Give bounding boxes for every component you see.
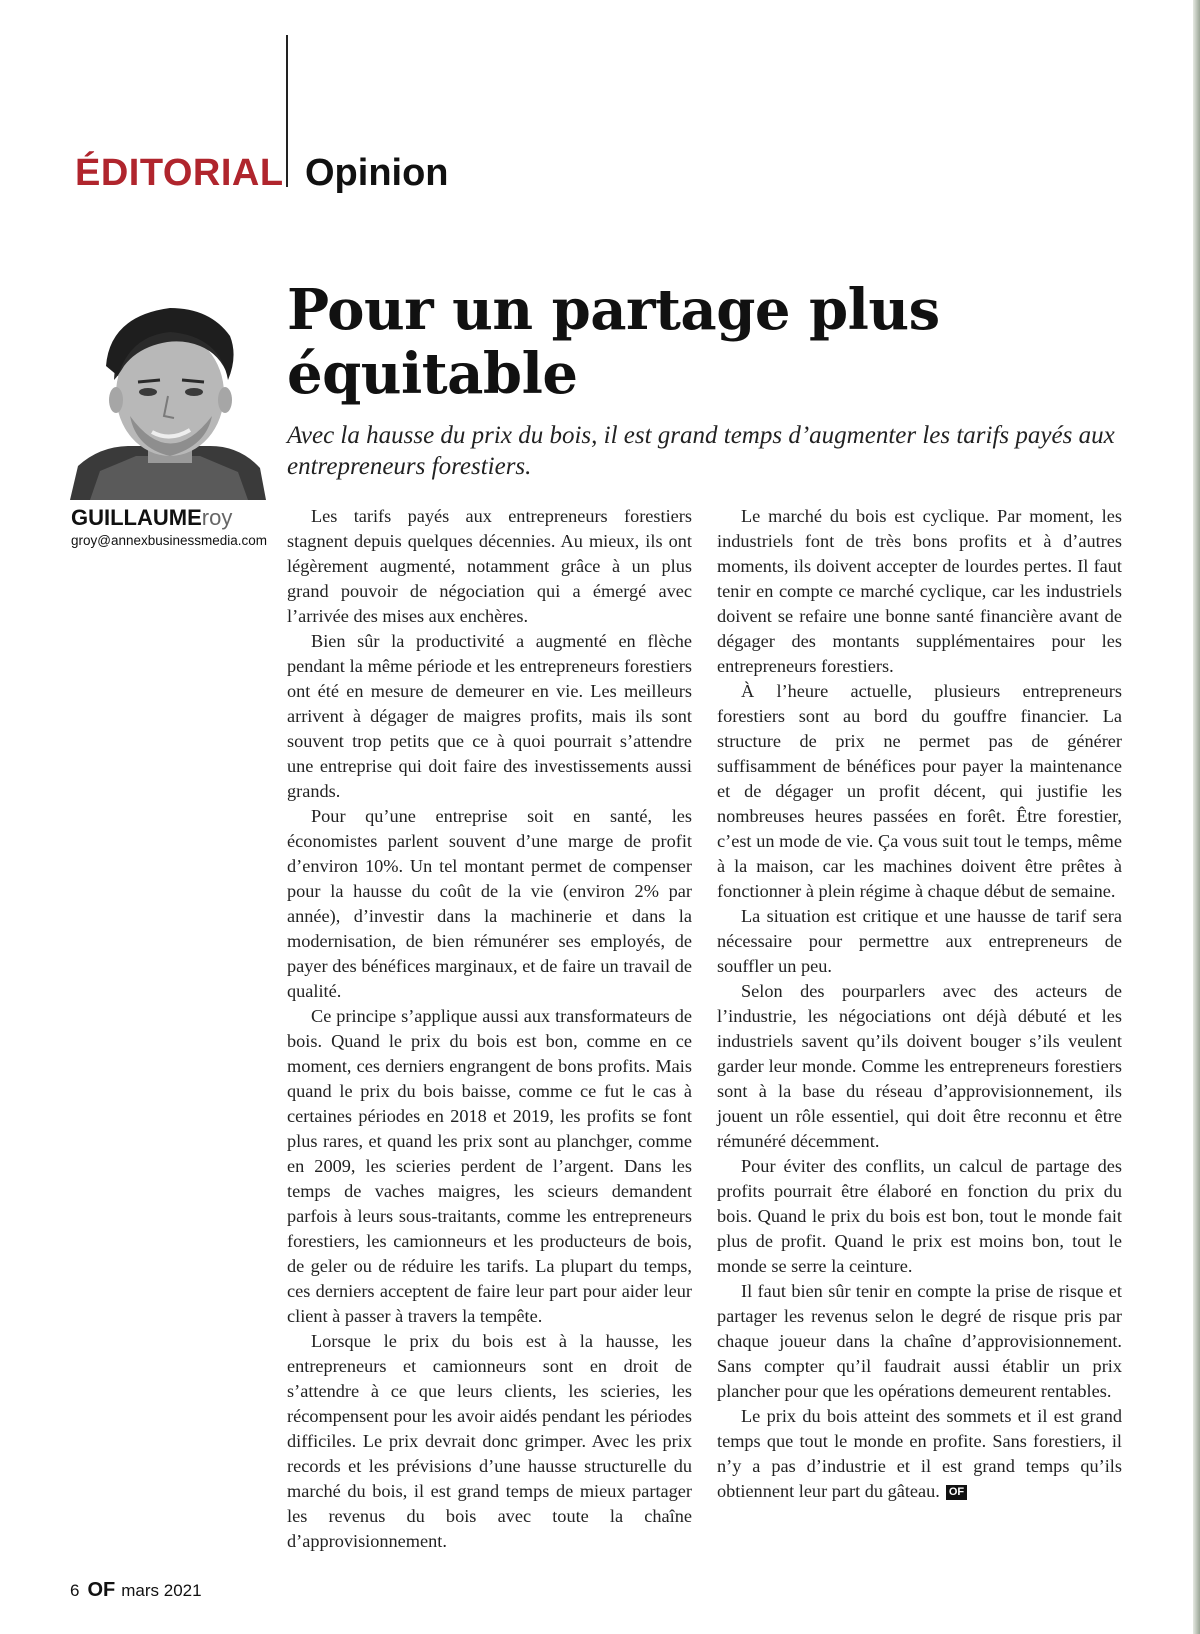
- section-label: ÉDITORIAL: [75, 152, 284, 194]
- paragraph: Pour éviter des conflits, un calcul de partage des profits pourrait être élaboré en fonction du prix du bois. Quand le prix du bois est bon, tout le monde fait plus de profit. Quand le prix est moins bon, tout le monde se serre la ceinture.: [717, 1156, 1122, 1276]
- paragraph: Les tarifs payés aux entrepreneurs forestiers stagnent depuis quelques décennies. Au mieux, ils ont légèrement augmenté, notamment grâce à un plus grand pouvoir de négociation qui a émergé avec l’arrivée des mises aux enchères.: [287, 506, 692, 626]
- author-portrait: [70, 296, 266, 500]
- issue-date: mars 2021: [121, 1581, 202, 1600]
- author-first-name: GUILLAUME: [71, 505, 202, 530]
- paragraph: Il faut bien sûr tenir en compte la prise de risque et partager les revenus selon le degré de risque pris par chaque joueur dans la chaîne d’approvisionnement. Sans compter qu’il faudrait aussi établir un prix plancher pour que les opérations demeurent rentables.: [717, 1281, 1122, 1401]
- article-deck: Avec la hausse du prix du bois, il est grand temps d’augmenter les tarifs payés aux entrepreneurs forestiers.: [287, 422, 1115, 480]
- author-email[interactable]: groy@annexbusinessmedia.com: [71, 533, 268, 548]
- article-column-1: [287, 504, 692, 1554]
- article-column-2: [717, 504, 1122, 1504]
- article-title: Pour un partage plus équitable: [287, 277, 940, 407]
- last-paragraph: [717, 1404, 1122, 1504]
- paragraph: Selon des pourparlers avec des acteurs de l’industrie, les négociations ont déjà débuté et les industriels savent qu’ils doivent bouger s’ils veulent garder leur monde. Comme les entrepreneurs forestiers sont à la base du réseau d’approvisionnement, ils jouent un rôle essentiel, qui doit être reconnu et être rémunéré décemment.: [717, 981, 1122, 1151]
- page-edge-strip: [1193, 0, 1200, 1634]
- paragraph: Lorsque le prix du bois est à la hausse, les entrepreneurs et camionneurs sont en droit de s’attendre à ce que leurs clients, les scieries, les récompensent pour les avoir aidés pendant les périodes difficiles. Le prix devrait donc grimper. Avec les prix records et les prévisions d’une hausse structurelle du marché du bois, il est grand temps de mieux partager les revenus du bois avec toute la chaîne d’approvisionnement.: [287, 1331, 692, 1551]
- page-number: 6: [70, 1581, 80, 1600]
- page-footer: [70, 1578, 202, 1603]
- author-byline: [71, 505, 232, 531]
- subsection-label: Opinion: [305, 152, 449, 194]
- paragraph: Bien sûr la productivité a augmenté en flèche pendant la même période et les entrepreneurs forestiers ont été en mesure de demeurer en vie. Les meilleurs arrivent à dégager de maigres profits, mais ils sont souvent trop petits que ce à quoi pourrait s’attendre une entreprise qui doit faire des investissements aussi grands.: [287, 631, 692, 801]
- author-last-name: roy: [201, 505, 233, 530]
- paragraph: Pour qu’une entreprise soit en santé, les économistes parlent souvent d’une marge de profit d’environ 10%. Un tel montant permet de compenser pour la hausse du coût de la vie (environ 2% par année), d’investir dans la machinerie et dans la modernisation, de bien rémunérer ses employés, de payer des bénéfices marginaux, et de faire un travail de qualité.: [287, 806, 692, 1001]
- end-mark-icon: OF: [946, 1485, 967, 1500]
- paragraph: Le marché du bois est cyclique. Par moment, les industriels font de très bons profits et à d’autres moments, ils doivent accepter de lourdes pertes. Il faut tenir en compte ce marché cyclique, car les industriels doivent se refaire une bonne santé financière avant de dégager des montants supplémentaires pour les entrepreneurs forestiers.: [717, 506, 1122, 676]
- paragraph: Ce principe s’applique aussi aux transformateurs de bois. Quand le prix du bois est bon, comme en ce moment, ces derniers engrangent de bons profits. Mais quand le prix du bois baisse, comme ce fut le cas à certaines périodes en 2018 et 2019, les profits se font plus rares, et quand les prix sont au planchger, comme en 2009, les scieries perdent de l’argent. Dans les temps de vaches maigres, les scieurs demandent parfois à leurs sous-traitants, comme les entrepreneurs forestiers, les camionneurs et les producteurs de bois, de geler ou de réduire les tarifs. La plupart du temps, ces derniers acceptent de faire leur part pour aider leur client à passer à travers la tempête.: [287, 1006, 692, 1326]
- magazine-name: OF: [87, 1579, 116, 1601]
- header-divider: [286, 35, 288, 187]
- paragraph-text: Le prix du bois atteint des sommets et il est grand temps que tout le monde en profite. Sans forestiers, il n’y a pas d’industrie et il est grand temps qu’ils obtiennent leur part du gâteau.: [717, 1406, 1122, 1501]
- paragraph: La situation est critique et une hausse de tarif sera nécessaire pour permettre aux entrepreneurs de souffler un peu.: [717, 906, 1122, 976]
- paragraph: À l’heure actuelle, plusieurs entrepreneurs forestiers sont au bord du gouffre financier. La structure de prix ne permet pas de générer suffisamment de bénéfices pour payer la maintenance et de dégager un profit décent, qui justifie les nombreuses heures passées en forêt. Être forestier, c’est un mode de vie. Ça vous suit tout le temps, même à la maison, car les machines doivent être prêtes à fonctionner à plein régime à chaque début de semaine.: [717, 681, 1122, 901]
